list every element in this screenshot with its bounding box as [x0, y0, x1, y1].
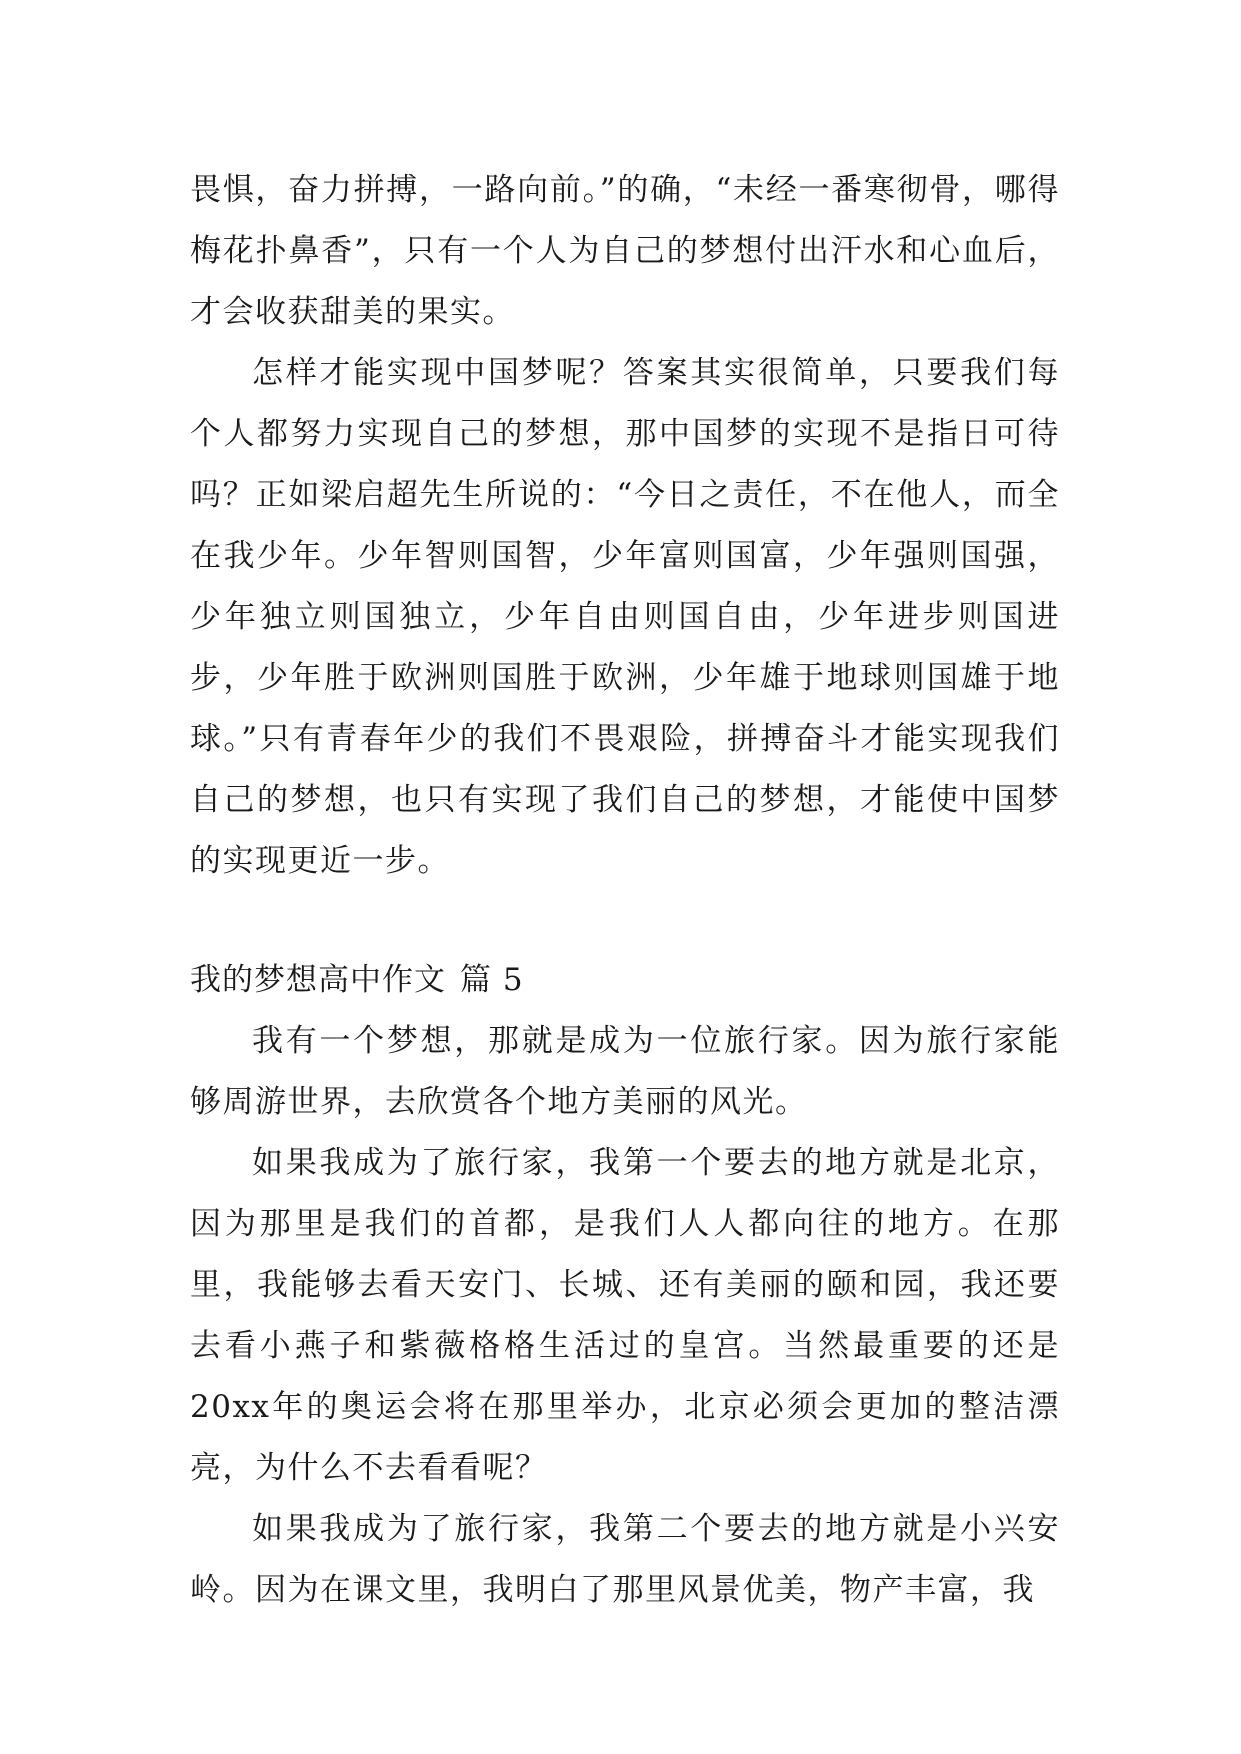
- paragraph-chinese-dream: 怎样才能实现中国梦呢？答案其实很简单，只要我们每个人都努力实现自己的梦想，那中国梦的实现不是指日可待吗？正如梁启超先生所说的：“今日之责任，不在他人，而全在我少年。少年智则国智，少年富则国富，少年强则国强，少年独立则国独立，少年自由则国自由，少年进步则国进步，少年胜于欧洲则国胜于欧洲，少年雄于地球则国雄于地球。”只有青春年少的我们不畏艰险，拼搏奋斗才能实现我们自己的梦想，也只有实现了我们自己的梦想，才能使中国梦的实现更近一步。: [190, 355, 1060, 879]
- section-title: 我的梦想高中作文: [190, 962, 446, 998]
- document-body: [190, 160, 1060, 1621]
- paragraph-xiaoxinganling: 如果我成为了旅行家，我第二个要去的地方就是小兴安岭。因为在课文里，我明白了那里风景优美，物产丰富，我: [190, 1511, 1060, 1608]
- paragraph-beijing: 如果我成为了旅行家，我第一个要去的地方就是北京，因为那里是我们的首都，是我们人人都向往的地方。在那里，我能够去看天安门、长城、还有美丽的颐和园，我还要去看小燕子和紫薇格格生活过的皇宫。当然最重要的还是20xx年的奥运会将在那里举办，北京必须会更加的整洁漂亮，为什么不去看看呢？: [190, 1145, 1060, 1486]
- paragraph-continuation: 畏惧，奋力拼搏，一路向前。”的确，“未经一番寒彻骨，哪得梅花扑鼻香”，只有一个人为自己的梦想付出汗水和心血后，才会收获甜美的果实。: [190, 172, 1060, 330]
- paragraph-dream-traveler: 我有一个梦想，那就是成为一位旅行家。因为旅行家能够周游世界，去欣赏各个地方美丽的风光。: [190, 1023, 1060, 1120]
- section-number: 篇 5: [460, 962, 524, 998]
- section-heading: [190, 950, 1060, 1011]
